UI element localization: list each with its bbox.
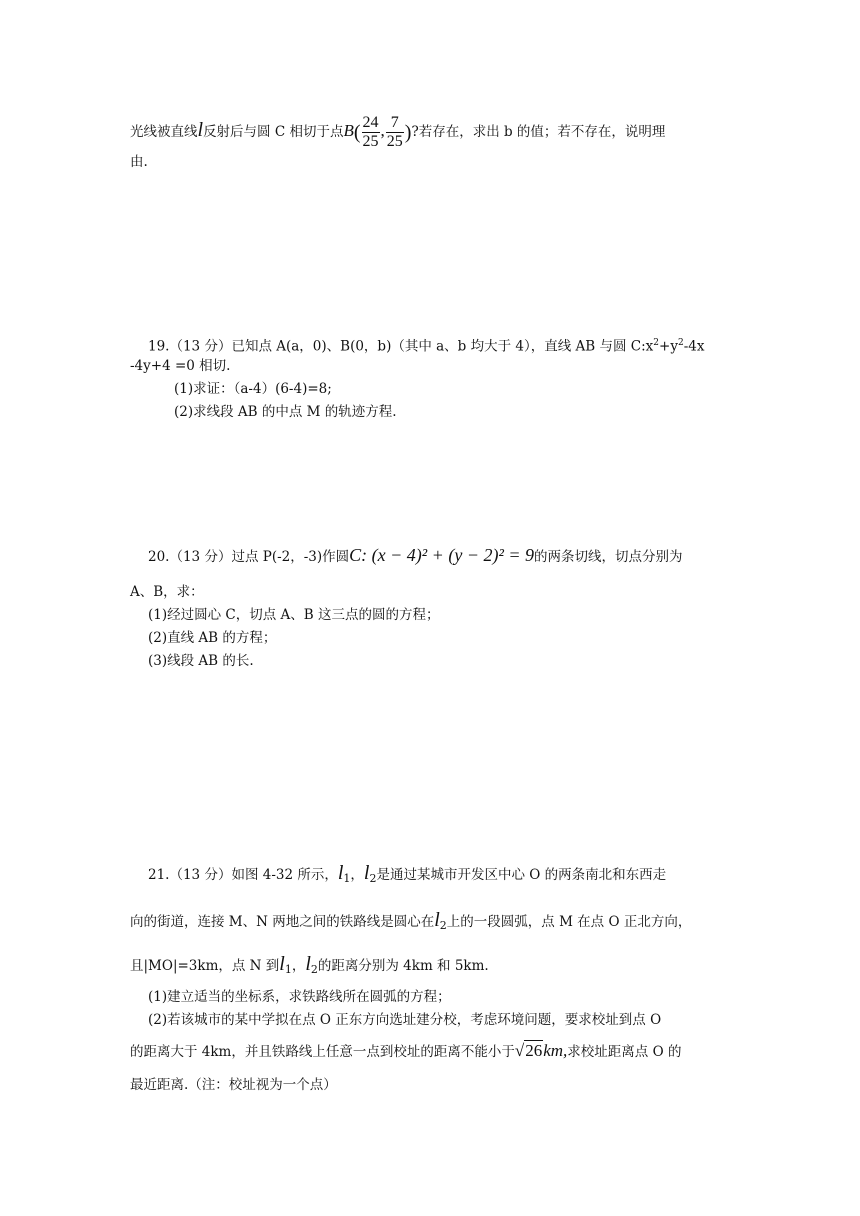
text-segment: 向的街道，连接 M、N 两地之间的铁路线是圆心在 <box>130 914 435 930</box>
q20-item-3: (3)线段 AB 的长. <box>148 653 254 669</box>
q21-line-3 <box>130 954 489 980</box>
l2-symbol: l <box>363 862 370 884</box>
q19-item-1: (1)求证：（a-4）(6-4)=8; <box>174 381 332 397</box>
frac-num: 7 <box>386 114 404 133</box>
sqrt-radicand: 26 <box>525 1041 543 1060</box>
text-segment: 光线被直线 <box>130 124 198 140</box>
l1-symbol: l <box>337 862 344 884</box>
q21-line-1 <box>148 863 666 889</box>
subscript: 1 <box>343 872 351 885</box>
text-segment: 21.（13 分）如图 4-32 所示， <box>148 867 338 883</box>
circle-equation <box>349 545 534 565</box>
circle-C-symbol: C <box>349 545 362 565</box>
q20-item-1: (1)经过圆心 C，切点 A、B 这三点的圆的方程； <box>148 607 440 623</box>
q20-line-1 <box>148 545 683 567</box>
q21-item-2-line-2 <box>130 1041 681 1062</box>
text-segment: 19.（13 分）已知点 A(a，0)、B(0，b)（其中 a、b 均大于 4），直线 AB 与圆 C:x <box>148 338 654 355</box>
frac-den: 25 <box>386 133 403 150</box>
top-line-2: 由. <box>130 154 148 170</box>
text-segment: 的两条切线，切点分别为 <box>534 549 683 565</box>
comma: , <box>380 121 385 140</box>
subscript: 2 <box>369 872 377 885</box>
equation-body: : (x − 4)² + (y − 2)² = 9 <box>361 545 534 565</box>
q19-line-1 <box>148 333 704 357</box>
point-B-symbol: B <box>343 121 354 140</box>
text-segment: -4x <box>683 338 705 355</box>
superscript: 2 <box>677 338 684 348</box>
text-segment: 求校址距离点 O 的 <box>567 1044 682 1060</box>
l2-symbol: l <box>434 909 440 931</box>
subscript: 2 <box>439 919 447 932</box>
text-segment: 上的一段圆弧，点 M 在点 O 正北方向， <box>446 914 692 930</box>
separator: ， <box>291 958 306 974</box>
text-segment: 20.（13 分）过点 P(-2，-3)作圆 <box>148 549 350 565</box>
separator: ， <box>350 867 364 883</box>
l2-symbol: l <box>305 953 311 975</box>
sqrt-26-km: √26km, <box>514 1041 568 1060</box>
unit-km: km, <box>543 1041 568 1060</box>
subscript: 2 <box>310 963 318 976</box>
fraction-7-25 <box>386 114 404 151</box>
q21-item-2-line-3: 最近距离.（注：校址视为一个点） <box>130 1077 337 1093</box>
text-segment: +y <box>659 338 678 355</box>
text-segment: ?若存在，求出 b 的值；若不存在，说明理 <box>411 124 666 140</box>
paren-close: ) <box>404 121 412 144</box>
q19-item-2: (2)求线段 AB 的中点 M 的轨迹方程. <box>174 404 397 420</box>
paren-open: ( <box>353 121 361 144</box>
text-segment: 反射后与圆 C 相切于点 <box>203 124 344 140</box>
q20-line-2: A、B，求： <box>130 584 204 600</box>
q20-item-2: (2)直线 AB 的方程； <box>148 630 277 646</box>
line-l-symbol: l <box>197 119 204 141</box>
text-segment: 是通过某城市开发区中心 O 的两条南北和东西走 <box>376 867 667 883</box>
top-line-1 <box>130 114 665 151</box>
q21-item-2-line-1: (2)若该城市的某中学拟在点 O 正东方向选址建分校，考虑环境问题，要求校址到点 O <box>148 1012 662 1028</box>
fraction-24-25 <box>362 114 380 151</box>
text-segment: 的距离大于 4km，并且铁路线上任意一点到校址的距离不能小于 <box>130 1044 515 1060</box>
q19-line-2: -4y+4 =0 相切. <box>130 358 231 374</box>
text-segment: 的距离分别为 4km 和 5km. <box>317 958 489 974</box>
l1-symbol: l <box>279 953 285 975</box>
superscript: 2 <box>653 338 660 348</box>
frac-num: 24 <box>362 114 379 131</box>
q21-line-2 <box>130 910 691 936</box>
frac-den: 25 <box>362 133 379 150</box>
q21-item-1: (1)建立适当的坐标系，求铁路线所在圆弧的方程； <box>148 989 451 1005</box>
subscript: 1 <box>284 963 292 976</box>
text-segment: 且|MO|=3km，点 N 到 <box>130 958 280 974</box>
